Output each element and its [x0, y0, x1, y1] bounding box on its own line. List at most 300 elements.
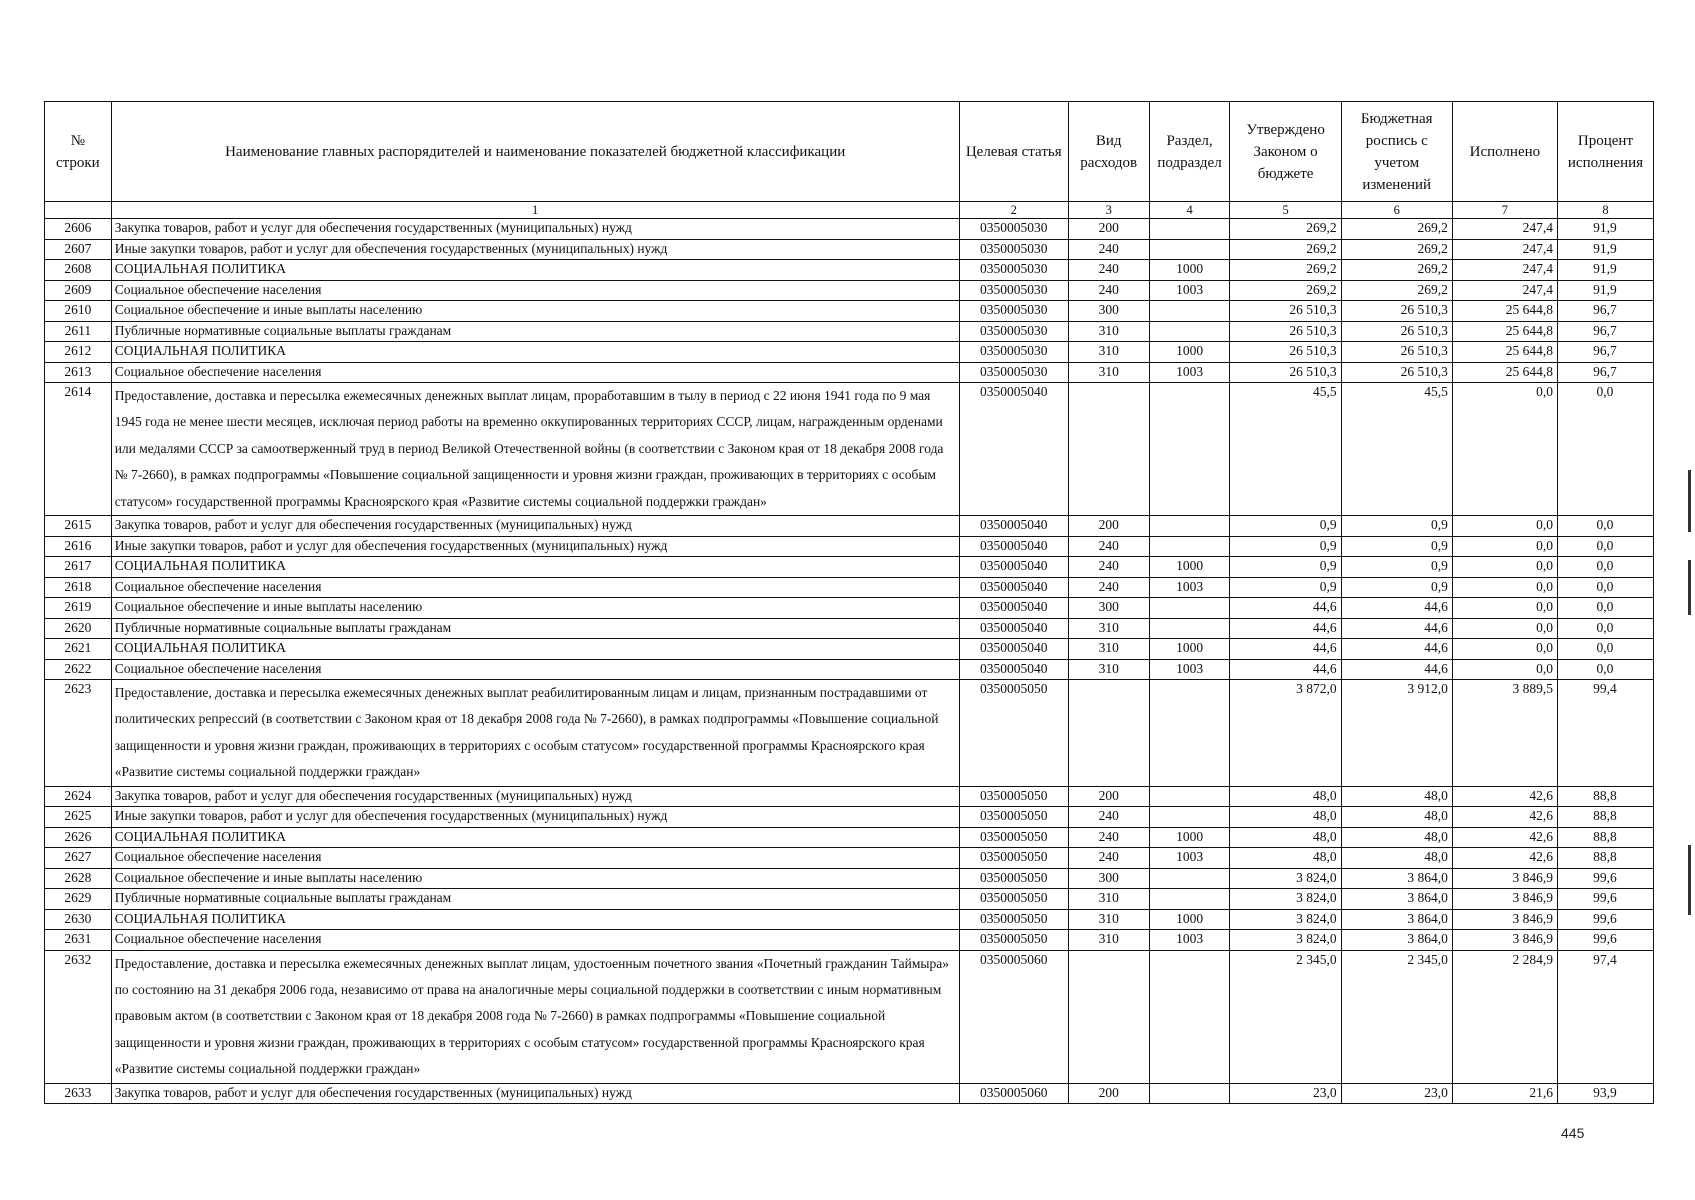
indicator-name-cell: Социальное обеспечение и иные выплаты населению	[111, 868, 959, 889]
target-article-cell: 0350005030	[959, 219, 1068, 240]
row-number-cell: 2624	[45, 786, 112, 807]
indicator-name-cell: Социальное обеспечение населения	[111, 280, 959, 301]
target-article-cell: 0350005040	[959, 536, 1068, 557]
table-row	[45, 909, 1654, 930]
approved-amount-cell: 26 510,3	[1230, 321, 1341, 342]
indicator-name-cell: Публичные нормативные социальные выплаты гражданам	[111, 618, 959, 639]
target-article-cell: 0350005050	[959, 848, 1068, 869]
expense-kind-cell: 240	[1068, 577, 1149, 598]
expense-kind-cell: 240	[1068, 536, 1149, 557]
approved-amount-cell: 0,9	[1230, 516, 1341, 537]
row-number-cell: 2613	[45, 362, 112, 383]
row-number-cell: 2632	[45, 950, 112, 1083]
target-article-cell: 0350005050	[959, 930, 1068, 951]
executed-amount-cell: 0,0	[1452, 598, 1557, 619]
executed-amount-cell: 25 644,8	[1452, 362, 1557, 383]
expense-kind-cell: 300	[1068, 301, 1149, 322]
budget-schedule-cell: 45,5	[1341, 383, 1452, 516]
executed-amount-cell: 0,0	[1452, 557, 1557, 578]
section-cell	[1149, 889, 1230, 910]
row-number-cell: 2621	[45, 639, 112, 660]
execution-percent-cell: 91,9	[1557, 280, 1653, 301]
row-number-cell: 2629	[45, 889, 112, 910]
budget-schedule-cell: 0,9	[1341, 536, 1452, 557]
expense-kind-cell: 300	[1068, 598, 1149, 619]
column-number: 8	[1557, 202, 1653, 219]
target-article-cell: 0350005060	[959, 950, 1068, 1083]
table-row	[45, 342, 1654, 363]
execution-percent-cell: 0,0	[1557, 639, 1653, 660]
indicator-name-cell: СОЦИАЛЬНАЯ ПОЛИТИКА	[111, 557, 959, 578]
executed-amount-cell: 0,0	[1452, 516, 1557, 537]
header-percent: Процент исполнения	[1557, 102, 1653, 202]
indicator-name-cell: Закупка товаров, работ и услуг для обеспечения государственных (муниципальных) нужд	[111, 1083, 959, 1104]
column-number: 2	[959, 202, 1068, 219]
execution-percent-cell: 91,9	[1557, 219, 1653, 240]
expense-kind-cell: 310	[1068, 639, 1149, 660]
table-row	[45, 950, 1654, 1083]
table-row	[45, 557, 1654, 578]
budget-schedule-cell: 0,9	[1341, 577, 1452, 598]
budget-schedule-cell: 26 510,3	[1341, 301, 1452, 322]
executed-amount-cell: 3 846,9	[1452, 930, 1557, 951]
expense-kind-cell: 310	[1068, 618, 1149, 639]
table-row	[45, 577, 1654, 598]
executed-amount-cell: 25 644,8	[1452, 342, 1557, 363]
expense-kind-cell	[1068, 950, 1149, 1083]
section-cell	[1149, 321, 1230, 342]
table-row	[45, 280, 1654, 301]
indicator-name-cell: Социальное обеспечение населения	[111, 848, 959, 869]
target-article-cell: 0350005060	[959, 1083, 1068, 1104]
header-name: Наименование главных распорядителей и наименование показателей бюджетной классификации	[111, 102, 959, 202]
target-article-cell: 0350005040	[959, 639, 1068, 660]
section-cell	[1149, 219, 1230, 240]
budget-schedule-cell: 3 864,0	[1341, 909, 1452, 930]
target-article-cell: 0350005030	[959, 321, 1068, 342]
target-article-cell: 0350005050	[959, 889, 1068, 910]
table-row	[45, 848, 1654, 869]
row-number-cell: 2610	[45, 301, 112, 322]
indicator-name-cell: Социальное обеспечение населения	[111, 362, 959, 383]
executed-amount-cell: 3 846,9	[1452, 909, 1557, 930]
approved-amount-cell: 48,0	[1230, 848, 1341, 869]
target-article-cell: 0350005030	[959, 239, 1068, 260]
table-row	[45, 598, 1654, 619]
approved-amount-cell: 269,2	[1230, 219, 1341, 240]
section-cell	[1149, 618, 1230, 639]
budget-schedule-cell: 26 510,3	[1341, 321, 1452, 342]
executed-amount-cell: 42,6	[1452, 827, 1557, 848]
column-number: 1	[111, 202, 959, 219]
expense-kind-cell: 310	[1068, 930, 1149, 951]
execution-percent-cell: 0,0	[1557, 577, 1653, 598]
approved-amount-cell: 44,6	[1230, 639, 1341, 660]
budget-schedule-cell: 269,2	[1341, 260, 1452, 281]
expense-kind-cell	[1068, 383, 1149, 516]
expense-kind-cell: 310	[1068, 362, 1149, 383]
page-number: 445	[1561, 1125, 1585, 1141]
indicator-name-cell: Социальное обеспечение и иные выплаты населению	[111, 301, 959, 322]
header-expense-kind: Вид расходов	[1068, 102, 1149, 202]
section-cell	[1149, 680, 1230, 787]
expense-kind-cell: 240	[1068, 280, 1149, 301]
execution-percent-cell: 99,4	[1557, 680, 1653, 787]
row-number-cell: 2615	[45, 516, 112, 537]
expense-kind-cell: 200	[1068, 1083, 1149, 1104]
section-cell: 1003	[1149, 362, 1230, 383]
approved-amount-cell: 0,9	[1230, 557, 1341, 578]
budget-schedule-cell: 0,9	[1341, 557, 1452, 578]
column-number: 4	[1149, 202, 1230, 219]
section-cell: 1000	[1149, 639, 1230, 660]
table-row	[45, 786, 1654, 807]
execution-percent-cell: 96,7	[1557, 301, 1653, 322]
indicator-name-cell: СОЦИАЛЬНАЯ ПОЛИТИКА	[111, 260, 959, 281]
executed-amount-cell: 0,0	[1452, 639, 1557, 660]
target-article-cell: 0350005040	[959, 557, 1068, 578]
row-number-cell: 2608	[45, 260, 112, 281]
expense-kind-cell: 200	[1068, 786, 1149, 807]
execution-percent-cell: 88,8	[1557, 827, 1653, 848]
row-number-cell: 2627	[45, 848, 112, 869]
section-cell	[1149, 516, 1230, 537]
execution-percent-cell: 0,0	[1557, 383, 1653, 516]
row-number-cell: 2625	[45, 807, 112, 828]
execution-percent-cell: 0,0	[1557, 536, 1653, 557]
table-row	[45, 383, 1654, 516]
table-row	[45, 321, 1654, 342]
table-row	[45, 516, 1654, 537]
approved-amount-cell: 3 824,0	[1230, 930, 1341, 951]
header-executed: Исполнено	[1452, 102, 1557, 202]
execution-percent-cell: 0,0	[1557, 618, 1653, 639]
execution-percent-cell: 0,0	[1557, 659, 1653, 680]
section-cell	[1149, 383, 1230, 516]
target-article-cell: 0350005030	[959, 301, 1068, 322]
section-cell: 1003	[1149, 280, 1230, 301]
target-article-cell: 0350005040	[959, 577, 1068, 598]
executed-amount-cell: 247,4	[1452, 239, 1557, 260]
executed-amount-cell: 0,0	[1452, 659, 1557, 680]
approved-amount-cell: 269,2	[1230, 280, 1341, 301]
section-cell: 1000	[1149, 909, 1230, 930]
execution-percent-cell: 96,7	[1557, 342, 1653, 363]
indicator-name-cell: Предоставление, доставка и пересылка ежемесячных денежных выплат лицам, удостоенным почетного звания «Почетный гражданин Таймыра» по состоянию на 31 декабря 2006 года, независимо от права на аналогичные меры социальной поддержки в соответствии с иным нормативным правовым актом (в соответствии с Законом края от 18 декабря 2008 года № 7-2660) в рамках подпрограммы «Повышение социальной защищенности и уровня жизни граждан, проживающих в территориях с особым статусом» государственной программы Красноярского края «Развитие системы социальной поддержки граждан»	[111, 950, 959, 1083]
header-section: Раздел, подраздел	[1149, 102, 1230, 202]
target-article-cell: 0350005040	[959, 516, 1068, 537]
executed-amount-cell: 0,0	[1452, 618, 1557, 639]
approved-amount-cell: 269,2	[1230, 260, 1341, 281]
indicator-name-cell: Публичные нормативные социальные выплаты гражданам	[111, 889, 959, 910]
target-article-cell: 0350005040	[959, 598, 1068, 619]
target-article-cell: 0350005050	[959, 827, 1068, 848]
target-article-cell: 0350005050	[959, 807, 1068, 828]
section-cell	[1149, 1083, 1230, 1104]
execution-percent-cell: 0,0	[1557, 598, 1653, 619]
expense-kind-cell: 240	[1068, 557, 1149, 578]
expense-kind-cell: 300	[1068, 868, 1149, 889]
expense-kind-cell: 310	[1068, 909, 1149, 930]
approved-amount-cell: 3 872,0	[1230, 680, 1341, 787]
section-cell	[1149, 807, 1230, 828]
row-number-cell: 2623	[45, 680, 112, 787]
row-number-cell: 2612	[45, 342, 112, 363]
budget-schedule-cell: 48,0	[1341, 848, 1452, 869]
execution-percent-cell: 0,0	[1557, 516, 1653, 537]
budget-schedule-cell: 48,0	[1341, 827, 1452, 848]
section-cell	[1149, 536, 1230, 557]
expense-kind-cell: 240	[1068, 239, 1149, 260]
approved-amount-cell: 26 510,3	[1230, 362, 1341, 383]
indicator-name-cell: Предоставление, доставка и пересылка ежемесячных денежных выплат реабилитированным лицам и лицам, признанным пострадавшими от политических репрессий (в соответствии с Законом края от 18 декабря 2008 года № 7-2660), в рамках подпрограммы «Повышение социальной защищенности и уровня жизни граждан, проживающих в территориях с особым статусом» государственной программы Красноярского края «Развитие системы социальной поддержки граждан»	[111, 680, 959, 787]
column-number: 6	[1341, 202, 1452, 219]
section-cell	[1149, 301, 1230, 322]
expense-kind-cell: 240	[1068, 848, 1149, 869]
execution-percent-cell: 0,0	[1557, 557, 1653, 578]
header-target-article: Целевая статья	[959, 102, 1068, 202]
target-article-cell: 0350005040	[959, 659, 1068, 680]
executed-amount-cell: 0,0	[1452, 577, 1557, 598]
execution-percent-cell: 99,6	[1557, 909, 1653, 930]
approved-amount-cell: 0,9	[1230, 536, 1341, 557]
table-row	[45, 680, 1654, 787]
target-article-cell: 0350005050	[959, 786, 1068, 807]
indicator-name-cell: Иные закупки товаров, работ и услуг для обеспечения государственных (муниципальных) нужд	[111, 239, 959, 260]
expense-kind-cell: 310	[1068, 342, 1149, 363]
scan-edge-mark	[1688, 470, 1691, 532]
approved-amount-cell: 48,0	[1230, 827, 1341, 848]
column-number: 3	[1068, 202, 1149, 219]
budget-schedule-cell: 26 510,3	[1341, 362, 1452, 383]
budget-schedule-cell: 3 864,0	[1341, 930, 1452, 951]
column-number: 5	[1230, 202, 1341, 219]
indicator-name-cell: СОЦИАЛЬНАЯ ПОЛИТИКА	[111, 909, 959, 930]
table-row	[45, 659, 1654, 680]
approved-amount-cell: 44,6	[1230, 598, 1341, 619]
executed-amount-cell: 3 889,5	[1452, 680, 1557, 787]
budget-schedule-cell: 3 864,0	[1341, 868, 1452, 889]
budget-schedule-cell: 269,2	[1341, 239, 1452, 260]
executed-amount-cell: 42,6	[1452, 807, 1557, 828]
execution-percent-cell: 88,8	[1557, 807, 1653, 828]
header-row-number: № строки	[45, 102, 112, 202]
section-cell: 1000	[1149, 557, 1230, 578]
section-cell	[1149, 239, 1230, 260]
table-body	[45, 219, 1654, 1104]
table-row	[45, 536, 1654, 557]
section-cell: 1003	[1149, 848, 1230, 869]
indicator-name-cell: Социальное обеспечение населения	[111, 577, 959, 598]
expense-kind-cell	[1068, 680, 1149, 787]
expense-kind-cell: 240	[1068, 827, 1149, 848]
header-budget-schedule: Бюджетная роспись с учетом изменений	[1341, 102, 1452, 202]
approved-amount-cell: 44,6	[1230, 618, 1341, 639]
section-cell	[1149, 868, 1230, 889]
target-article-cell: 0350005040	[959, 618, 1068, 639]
target-article-cell: 0350005050	[959, 909, 1068, 930]
execution-percent-cell: 88,8	[1557, 848, 1653, 869]
table-row	[45, 260, 1654, 281]
section-cell: 1000	[1149, 827, 1230, 848]
budget-execution-table	[44, 101, 1654, 1104]
target-article-cell: 0350005050	[959, 680, 1068, 787]
expense-kind-cell: 200	[1068, 516, 1149, 537]
table-row	[45, 239, 1654, 260]
row-number-cell: 2619	[45, 598, 112, 619]
target-article-cell: 0350005030	[959, 362, 1068, 383]
indicator-name-cell: Иные закупки товаров, работ и услуг для обеспечения государственных (муниципальных) нужд	[111, 807, 959, 828]
budget-schedule-cell: 0,9	[1341, 516, 1452, 537]
row-number-cell: 2611	[45, 321, 112, 342]
approved-amount-cell: 44,6	[1230, 659, 1341, 680]
indicator-name-cell: Публичные нормативные социальные выплаты гражданам	[111, 321, 959, 342]
indicator-name-cell: СОЦИАЛЬНАЯ ПОЛИТИКА	[111, 342, 959, 363]
indicator-name-cell: Социальное обеспечение населения	[111, 930, 959, 951]
row-number-cell: 2620	[45, 618, 112, 639]
approved-amount-cell: 23,0	[1230, 1083, 1341, 1104]
table-row	[45, 827, 1654, 848]
approved-amount-cell: 3 824,0	[1230, 868, 1341, 889]
section-cell	[1149, 598, 1230, 619]
execution-percent-cell: 99,6	[1557, 889, 1653, 910]
budget-schedule-cell: 44,6	[1341, 618, 1452, 639]
row-number-cell: 2614	[45, 383, 112, 516]
approved-amount-cell: 48,0	[1230, 807, 1341, 828]
column-number	[45, 202, 112, 219]
row-number-cell: 2631	[45, 930, 112, 951]
indicator-name-cell: Закупка товаров, работ и услуг для обеспечения государственных (муниципальных) нужд	[111, 786, 959, 807]
expense-kind-cell: 310	[1068, 659, 1149, 680]
indicator-name-cell: Закупка товаров, работ и услуг для обеспечения государственных (муниципальных) нужд	[111, 516, 959, 537]
table-row	[45, 807, 1654, 828]
budget-schedule-cell: 48,0	[1341, 786, 1452, 807]
executed-amount-cell: 25 644,8	[1452, 301, 1557, 322]
indicator-name-cell: Социальное обеспечение и иные выплаты населению	[111, 598, 959, 619]
row-number-cell: 2628	[45, 868, 112, 889]
table-row	[45, 930, 1654, 951]
target-article-cell: 0350005050	[959, 868, 1068, 889]
indicator-name-cell: Иные закупки товаров, работ и услуг для обеспечения государственных (муниципальных) нужд	[111, 536, 959, 557]
approved-amount-cell: 269,2	[1230, 239, 1341, 260]
indicator-name-cell: Закупка товаров, работ и услуг для обеспечения государственных (муниципальных) нужд	[111, 219, 959, 240]
scan-edge-mark	[1688, 560, 1691, 615]
section-cell: 1000	[1149, 260, 1230, 281]
budget-schedule-cell: 44,6	[1341, 598, 1452, 619]
budget-schedule-cell: 269,2	[1341, 280, 1452, 301]
budget-schedule-cell: 26 510,3	[1341, 342, 1452, 363]
target-article-cell: 0350005030	[959, 260, 1068, 281]
executed-amount-cell: 2 284,9	[1452, 950, 1557, 1083]
approved-amount-cell: 3 824,0	[1230, 909, 1341, 930]
row-number-cell: 2616	[45, 536, 112, 557]
budget-schedule-cell: 3 864,0	[1341, 889, 1452, 910]
header-row	[45, 102, 1654, 202]
executed-amount-cell: 3 846,9	[1452, 889, 1557, 910]
execution-percent-cell: 99,6	[1557, 930, 1653, 951]
table-row	[45, 1083, 1654, 1104]
table-row	[45, 301, 1654, 322]
approved-amount-cell: 48,0	[1230, 786, 1341, 807]
execution-percent-cell: 91,9	[1557, 239, 1653, 260]
section-cell: 1003	[1149, 930, 1230, 951]
indicator-name-cell: СОЦИАЛЬНАЯ ПОЛИТИКА	[111, 827, 959, 848]
budget-table-sheet	[44, 101, 1654, 1104]
executed-amount-cell: 21,6	[1452, 1083, 1557, 1104]
execution-percent-cell: 96,7	[1557, 321, 1653, 342]
row-number-cell: 2617	[45, 557, 112, 578]
row-number-cell: 2618	[45, 577, 112, 598]
table-row	[45, 868, 1654, 889]
row-number-cell: 2606	[45, 219, 112, 240]
header-approved: Утверждено Законом о бюджете	[1230, 102, 1341, 202]
execution-percent-cell: 97,4	[1557, 950, 1653, 1083]
approved-amount-cell: 26 510,3	[1230, 301, 1341, 322]
budget-schedule-cell: 269,2	[1341, 219, 1452, 240]
approved-amount-cell: 2 345,0	[1230, 950, 1341, 1083]
table-row	[45, 889, 1654, 910]
row-number-cell: 2633	[45, 1083, 112, 1104]
row-number-cell: 2609	[45, 280, 112, 301]
executed-amount-cell: 25 644,8	[1452, 321, 1557, 342]
execution-percent-cell: 93,9	[1557, 1083, 1653, 1104]
executed-amount-cell: 3 846,9	[1452, 868, 1557, 889]
table-row	[45, 618, 1654, 639]
budget-schedule-cell: 23,0	[1341, 1083, 1452, 1104]
column-number-row	[45, 202, 1654, 219]
indicator-name-cell: СОЦИАЛЬНАЯ ПОЛИТИКА	[111, 639, 959, 660]
row-number-cell: 2626	[45, 827, 112, 848]
column-number: 7	[1452, 202, 1557, 219]
budget-schedule-cell: 3 912,0	[1341, 680, 1452, 787]
section-cell: 1000	[1149, 342, 1230, 363]
indicator-name-cell: Предоставление, доставка и пересылка ежемесячных денежных выплат лицам, проработавшим в тылу в период с 22 июня 1941 года по 9 мая 1945 года не менее шести месяцев, исключая период работы на временно оккупированных территориях СССР, лицам, награжденным орденами или медалями СССР за самоотверженный труд в период Великой Отечественной войны (в соответствии с Законом края от 18 декабря 2008 года № 7-2660), в рамках подпрограммы «Повышение социальной защищенности и уровня жизни граждан, проживающих в территориях с особым статусом» государственной программы Красноярского края «Развитие системы социальной поддержки граждан»	[111, 383, 959, 516]
target-article-cell: 0350005040	[959, 383, 1068, 516]
budget-schedule-cell: 44,6	[1341, 639, 1452, 660]
expense-kind-cell: 200	[1068, 219, 1149, 240]
approved-amount-cell: 3 824,0	[1230, 889, 1341, 910]
approved-amount-cell: 0,9	[1230, 577, 1341, 598]
executed-amount-cell: 42,6	[1452, 786, 1557, 807]
budget-schedule-cell: 44,6	[1341, 659, 1452, 680]
executed-amount-cell: 247,4	[1452, 280, 1557, 301]
budget-schedule-cell: 48,0	[1341, 807, 1452, 828]
scan-edge-mark	[1688, 845, 1691, 915]
expense-kind-cell: 240	[1068, 807, 1149, 828]
execution-percent-cell: 91,9	[1557, 260, 1653, 281]
budget-schedule-cell: 2 345,0	[1341, 950, 1452, 1083]
approved-amount-cell: 45,5	[1230, 383, 1341, 516]
executed-amount-cell: 247,4	[1452, 260, 1557, 281]
target-article-cell: 0350005030	[959, 280, 1068, 301]
expense-kind-cell: 240	[1068, 260, 1149, 281]
approved-amount-cell: 26 510,3	[1230, 342, 1341, 363]
executed-amount-cell: 0,0	[1452, 383, 1557, 516]
table-row	[45, 219, 1654, 240]
table-row	[45, 639, 1654, 660]
executed-amount-cell: 247,4	[1452, 219, 1557, 240]
row-number-cell: 2607	[45, 239, 112, 260]
section-cell	[1149, 786, 1230, 807]
row-number-cell: 2622	[45, 659, 112, 680]
section-cell: 1003	[1149, 577, 1230, 598]
table-row	[45, 362, 1654, 383]
execution-percent-cell: 99,6	[1557, 868, 1653, 889]
execution-percent-cell: 96,7	[1557, 362, 1653, 383]
expense-kind-cell: 310	[1068, 889, 1149, 910]
execution-percent-cell: 88,8	[1557, 786, 1653, 807]
section-cell	[1149, 950, 1230, 1083]
